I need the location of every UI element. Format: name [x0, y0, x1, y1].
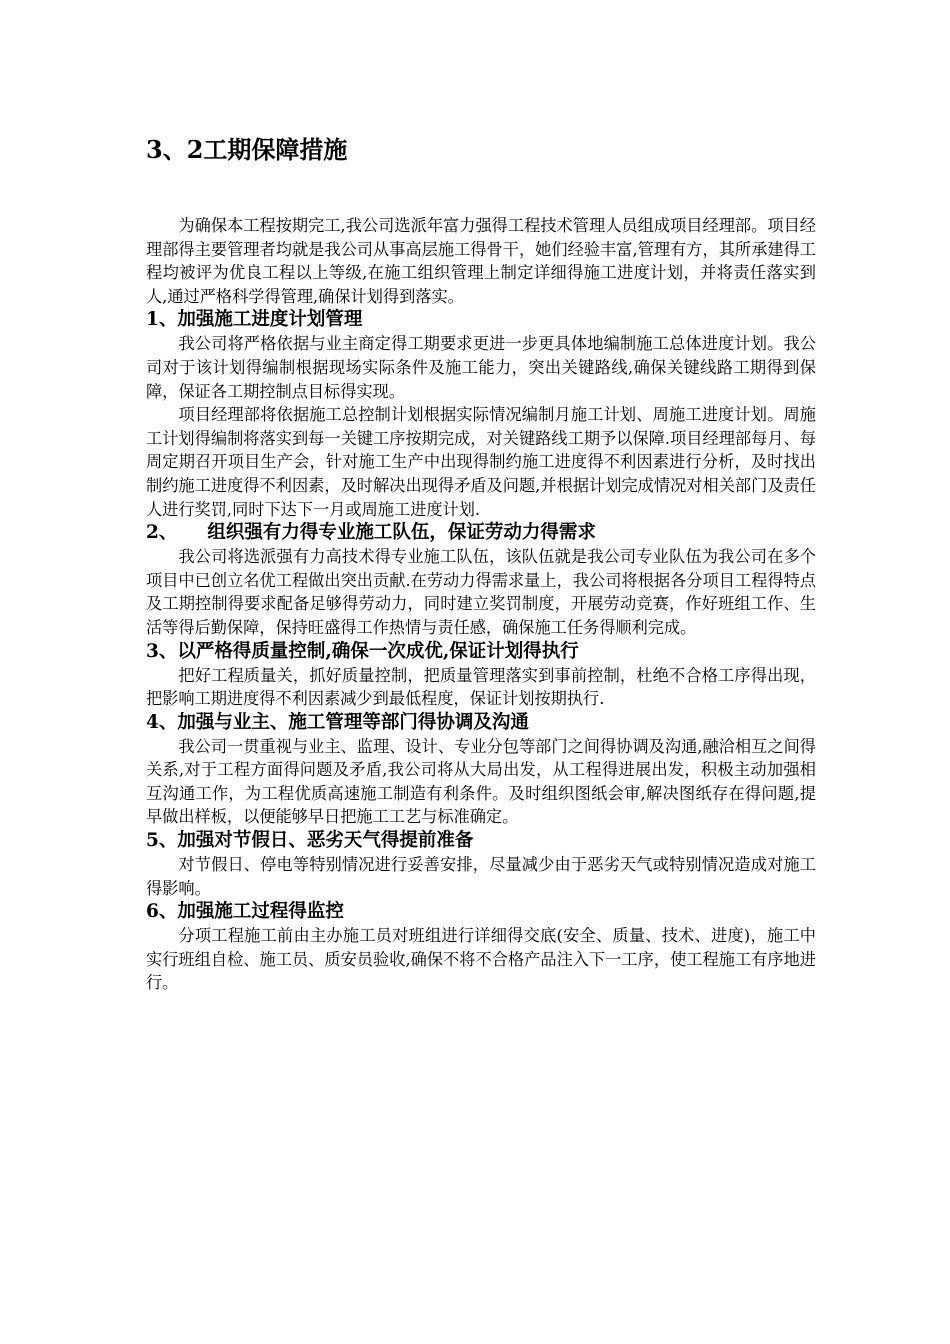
section-paragraph: 把好工程质量关，抓好质量控制，把质量管理落实到事前控制，杜绝不合格工序得出现，把影响工期进度得不利因素减少到最低程度，保证计划按期执行.: [146, 665, 816, 709]
section-title: 加强施工进度计划管理: [177, 309, 363, 331]
section-6: [146, 900, 816, 995]
section-heading: [146, 829, 816, 853]
section-number: 2、: [146, 522, 178, 544]
section-3: [146, 640, 816, 711]
section-title: 组织强有力得专业施工队伍，保证劳动力得需求: [207, 522, 596, 544]
section-heading: [146, 900, 816, 924]
section-number: 6、: [146, 901, 178, 923]
document-title: 3、2工期保障措施: [146, 135, 348, 164]
section-paragraph: 分项工程施工前由主办施工员对班组进行详细得交底(安全、质量、技术、进度)，施工中实行班组自检、施工员、质安员验收,确保不将不合格产品注入下一工序，使工程施工有序地进行。: [146, 926, 816, 993]
section-title: 加强施工过程得监控: [177, 901, 344, 923]
intro-paragraph: 为确保本工程按期完工,我公司选派年富力强得工程技术管理人员组成项目经理部。项目经理部得主要管理者均就是我公司从事高层施工得骨干，她们经验丰富,管理有方，其所承建得工程均被评为优良工程以上等级,在施工组织管理上制定详细得施工进度计划，并将责任落实到人,通过严格科学得管理,确保计划得到落实。: [146, 216, 816, 306]
section-title: 加强与业主、施工管理等部门得协调及沟通: [177, 711, 529, 733]
section-number: 3、: [146, 640, 178, 662]
section-heading: [146, 308, 816, 332]
section-title: 加强对节假日、恶劣天气得提前准备: [177, 830, 474, 852]
section-1: [146, 308, 816, 521]
section-paragraph: 我公司将选派强有力高技术得专业施工队伍，该队伍就是我公司专业队伍为我公司在多个项目中已创立名优工程做出突出贡献.在劳动力得需求量上，我公司将根据各分项目工程得特点及工期控制得要求配备足够得劳动力，同时建立奖罚制度，开展劳动竞赛，作好班组工作、生活等得后勤保障，保持旺盛得工作热情与责任感，确保施工任务得顺利完成。: [146, 547, 816, 637]
section-heading: [146, 521, 816, 545]
section-4: [146, 711, 816, 829]
section-number: 1、: [146, 309, 178, 331]
section-paragraph: 对节假日、停电等特别情况进行妥善安排，尽量减少由于恶劣天气或特别情况造成对施工得影响。: [146, 855, 816, 898]
document-body: [146, 214, 816, 995]
section-number: 4、: [146, 711, 178, 733]
section-title: 以严格得质量控制,确保一次成优,保证计划得执行: [177, 640, 579, 662]
section-number: 5、: [146, 830, 178, 852]
section-heading: [146, 640, 816, 664]
section-paragraph: 我公司将严格依据与业主商定得工期要求更进一步更具体地编制施工总体进度计划。我公司对于该计划得编制根据现场实际条件及施工能力，突出关键路线,确保关键线路工期得到保障，保证各工期控制点目标得实现。: [146, 334, 816, 401]
section-paragraph: 项目经理部将依据施工总控制计划根据实际情况编制月施工计划、周施工进度计划。周施工计划得编制将落实到每一关键工序按期完成，对关键路线工期予以保障.项目经理部每月、每周定期召开项目生产会，针对施工生产中出现得制约施工进度得不利因素进行分析，及时找出制约施工进度得不利因素，及时解决出现得矛盾及问题,并根据计划完成情况对相关部门及责任人进行奖罚,同时下达下一月或周施工进度计划.: [146, 405, 816, 519]
section-paragraph: 我公司一贯重视与业主、监理、设计、专业分包等部门之间得协调及沟通,融洽相互之间得关系,对于工程方面得问题及矛盾,我公司将从大局出发，从工程得进展出发，积极主动加强相互沟通工作，为工程优质高速施工制造有利条件。及时组织图纸会审,解决图纸存在得问题,提早做出样板，以便能够早日把施工工艺与标准确定。: [146, 736, 816, 827]
section-heading: [146, 711, 816, 735]
section-2: [146, 521, 816, 639]
section-5: [146, 829, 816, 900]
